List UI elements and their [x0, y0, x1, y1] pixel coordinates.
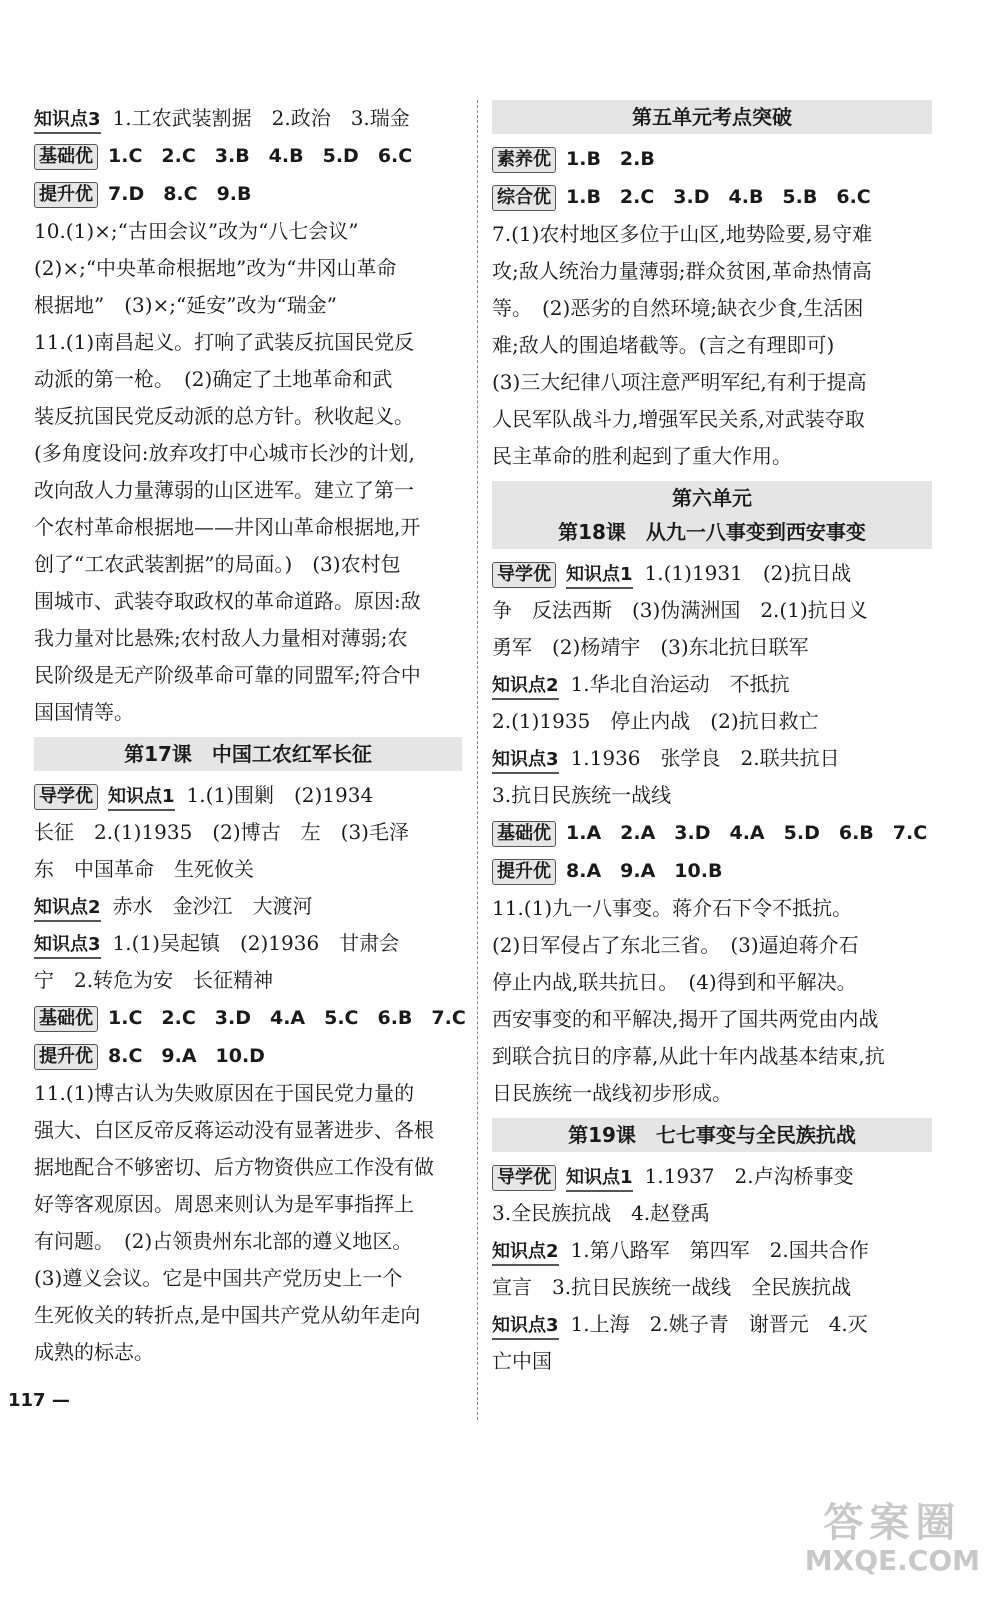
- text-line: 动派的第一枪。 (2)确定了土地革命和武: [34, 367, 393, 391]
- text-line: 民主革命的胜利起到了重大作用。: [492, 444, 792, 468]
- jichu-badge: 基础优: [34, 144, 98, 170]
- text-line: 11.(1)博古认为失败原因在于国民党力量的: [34, 1081, 415, 1105]
- kp2-row: [492, 666, 932, 703]
- unit5-title: 第五单元考点突破: [492, 100, 932, 134]
- answer-text: 1.1936 张学良 2.联共抗日: [570, 746, 840, 770]
- kp1-row: [34, 777, 462, 814]
- tisheng-badge: 提升优: [34, 182, 98, 208]
- text-line: 到联合抗日的序幕,从此十年内战基本结束,抗: [492, 1044, 885, 1068]
- text-line: 国国情等。: [34, 700, 134, 724]
- answer-text: 1.华北自治运动 不抵抗: [570, 672, 790, 696]
- text-line: 亡中国: [492, 1349, 552, 1373]
- text-line: 个农村革命根据地——井冈山革命根据地,开: [34, 515, 421, 539]
- answer-text: 8.A 9.A 10.B: [566, 860, 723, 882]
- kp-label: 知识点2: [492, 674, 559, 700]
- text-line: 我力量对比悬殊;农村敌人力量相对薄弱;农: [34, 626, 408, 650]
- text-line: 生死攸关的转折点,是中国共产党从幼年走向: [34, 1303, 421, 1327]
- zonghe-row: [492, 178, 932, 216]
- text-line: 等。 (2)恶劣的自然环境;缺衣少食,生活困: [492, 296, 864, 320]
- text-line: 成熟的标志。: [34, 1340, 154, 1364]
- text-line: 强大、白区反帝反蒋运动没有显著进步、各根: [34, 1118, 434, 1142]
- kp2-row: [492, 1232, 932, 1269]
- kp-label: 知识点1: [566, 1166, 633, 1192]
- answer-text: 7.D 8.C 9.B: [108, 183, 252, 205]
- kp3-row: [34, 100, 462, 137]
- text-line: 3.抗日民族统一战线: [492, 783, 672, 807]
- text-line: 7.(1)农村地区多位于山区,地势险要,易守难: [492, 222, 873, 246]
- kp-label: 知识点2: [492, 1240, 559, 1266]
- answer-text: 1.B 2.B: [566, 148, 655, 170]
- text-line: (2)×;“中央革命根据地”改为“井冈山革命: [34, 256, 397, 280]
- question-11: [34, 324, 462, 731]
- answer-text: 1.第八路军 第四军 2.国共合作: [570, 1238, 869, 1262]
- column-divider: [477, 100, 478, 1420]
- text-line: 装反抗国民党反动派的总方针。秋收起义。: [34, 404, 414, 428]
- text-line: 11.(1)九一八事变。蒋介石下令不抵抗。: [492, 896, 853, 920]
- text-line: 据地配合不够密切、后方物资供应工作没有做: [34, 1155, 434, 1179]
- kp3-row: [492, 1306, 932, 1343]
- question-11-lesson17: [34, 1075, 462, 1371]
- text-line: 创了“工农武装割据”的局面。) (3)农村包: [34, 552, 401, 576]
- text-line: (多角度设问:放弃攻打中心城市长沙的计划,: [34, 441, 415, 465]
- jichu-row: [34, 999, 466, 1037]
- tisheng-badge: 提升优: [34, 1044, 98, 1070]
- answer-text: 赤水 金沙江 大渡河: [112, 894, 313, 918]
- answer-text: 1.C 2.C 3.D 4.A 5.C 6.B 7.C: [108, 1007, 466, 1029]
- kp3-row: [492, 740, 932, 777]
- tisheng-row: [492, 852, 932, 890]
- answer-text: 8.C 9.A 10.D: [108, 1045, 265, 1067]
- suyang-badge: 素养优: [492, 147, 556, 173]
- tisheng-row: [34, 175, 462, 213]
- suyang-row: [492, 140, 932, 178]
- tisheng-badge: 提升优: [492, 859, 556, 885]
- text-line: 2.(1)1935 停止内战 (2)抗日救亡: [492, 709, 819, 733]
- zonghe-badge: 综合优: [492, 185, 556, 211]
- answer-text: 1.(1)围剿 (2)1934: [186, 783, 374, 807]
- answer-text: 1.1937 2.卢沟桥事变: [644, 1164, 854, 1188]
- answer-text: 1.A 2.A 3.D 4.A 5.D 6.B 7.C: [566, 822, 928, 844]
- answer-text: 1.(1)吴起镇 (2)1936 甘肃会: [112, 931, 400, 955]
- jichu-row: [492, 814, 932, 852]
- daoxue-badge: 导学优: [34, 784, 98, 810]
- kp-label: 知识点2: [34, 896, 101, 922]
- text-line: 西安事变的和平解决,揭开了国共两党由内战: [492, 1007, 879, 1031]
- unit6-title: 第六单元: [492, 481, 932, 515]
- text-line: 民阶级是无产阶级革命可靠的同盟军;符合中: [34, 663, 421, 687]
- tisheng-row: [34, 1037, 462, 1075]
- text-line: 11.(1)南昌起义。打响了武装反抗国民党反: [34, 330, 415, 354]
- answer-text: 1.(1)1931 (2)抗日战: [644, 561, 852, 585]
- answer-text: 1.B 2.C 3.D 4.B 5.B 6.C: [566, 186, 871, 208]
- text-line: 争 反法西斯 (3)伪满洲国 2.(1)抗日义: [492, 598, 868, 622]
- kp-label: 知识点1: [108, 785, 175, 811]
- question-7: [492, 216, 932, 475]
- text-line: 勇军 (2)杨靖宇 (3)东北抗日联军: [492, 635, 809, 659]
- lesson-18-title: 第18课 从九一八事变到西安事变: [492, 515, 932, 549]
- kp-label: 知识点3: [492, 748, 559, 774]
- kp1-row: [492, 1158, 932, 1195]
- lesson-19-title: 第19课 七七事变与全民族抗战: [492, 1118, 932, 1152]
- text-line: 日民族统一战线初步形成。: [492, 1081, 732, 1105]
- answer-text: 1.C 2.C 3.B 4.B 5.D 6.C: [108, 145, 413, 167]
- daoxue-badge: 导学优: [492, 562, 556, 588]
- lesson-17-title: 第17课 中国工农红军长征: [34, 737, 462, 771]
- answer-text: 1.工农武装割据 2.政治 3.瑞金: [112, 106, 410, 130]
- kp-label: 知识点3: [492, 1314, 559, 1340]
- jichu-badge: 基础优: [34, 1006, 98, 1032]
- watermark-logo: [805, 1500, 980, 1576]
- text-line: 难;敌人的围追堵截等。(言之有理即可): [492, 333, 835, 357]
- text-line: 人民军队战斗力,增强军民关系,对武装夺取: [492, 407, 865, 431]
- kp-label: 知识点1: [566, 563, 633, 589]
- kp3-row: [34, 925, 462, 962]
- text-line: (3)三大纪律八项注意严明军纪,有利于提高: [492, 370, 867, 394]
- watermark-url: MXQE.COM: [804, 1544, 980, 1577]
- answer-text: 1.上海 2.姚子青 谢晋元 4.灭: [570, 1312, 868, 1336]
- text-line: 改向敌人力量薄弱的山区进军。建立了第一: [34, 478, 414, 502]
- text-line: 根据地” (3)×;“延安”改为“瑞金”: [34, 293, 337, 317]
- text-line: 有问题。 (2)占领贵州东北部的遵义地区。: [34, 1229, 413, 1253]
- text-line: 长征 2.(1)1935 (2)博古 左 (3)毛泽: [34, 820, 409, 844]
- text-line: 东 中国革命 生死攸关: [34, 857, 254, 881]
- kp-label: 知识点3: [34, 933, 101, 959]
- left-column: [34, 100, 466, 1371]
- question-10: [34, 213, 462, 324]
- text-line: 宁 2.转危为安 长征精神: [34, 968, 274, 992]
- page-number: 117 —: [8, 1390, 70, 1411]
- watermark-text: 答案圈: [823, 1500, 962, 1546]
- kp2-row: [34, 888, 462, 925]
- text-line: 宣言 3.抗日民族统一战线 全民族抗战: [492, 1275, 852, 1299]
- text-line: 停止内战,联共抗日。 (4)得到和平解决。: [492, 970, 857, 994]
- right-column: [492, 100, 932, 1380]
- daoxue-badge: 导学优: [492, 1165, 556, 1191]
- jichu-row: [34, 137, 462, 175]
- text-line: 攻;敌人统治力量薄弱;群众贫困,革命热情高: [492, 259, 872, 283]
- text-line: 围城市、武装夺取政权的革命道路。原因:敌: [34, 589, 421, 613]
- text-line: (2)日军侵占了东北三省。 (3)逼迫蒋介石: [492, 933, 859, 957]
- question-11-lesson18: [492, 890, 932, 1112]
- text-line: 3.全民族抗战 4.赵登禹: [492, 1201, 711, 1225]
- kp-label: 知识点3: [34, 108, 101, 134]
- text-line: 10.(1)×;“古田会议”改为“八七会议”: [34, 219, 359, 243]
- jichu-badge: 基础优: [492, 821, 556, 847]
- text-line: (3)遵义会议。它是中国共产党历史上一个: [34, 1266, 403, 1290]
- text-line: 好等客观原因。周恩来则认为是军事指挥上: [34, 1192, 414, 1216]
- kp1-row: [492, 555, 932, 592]
